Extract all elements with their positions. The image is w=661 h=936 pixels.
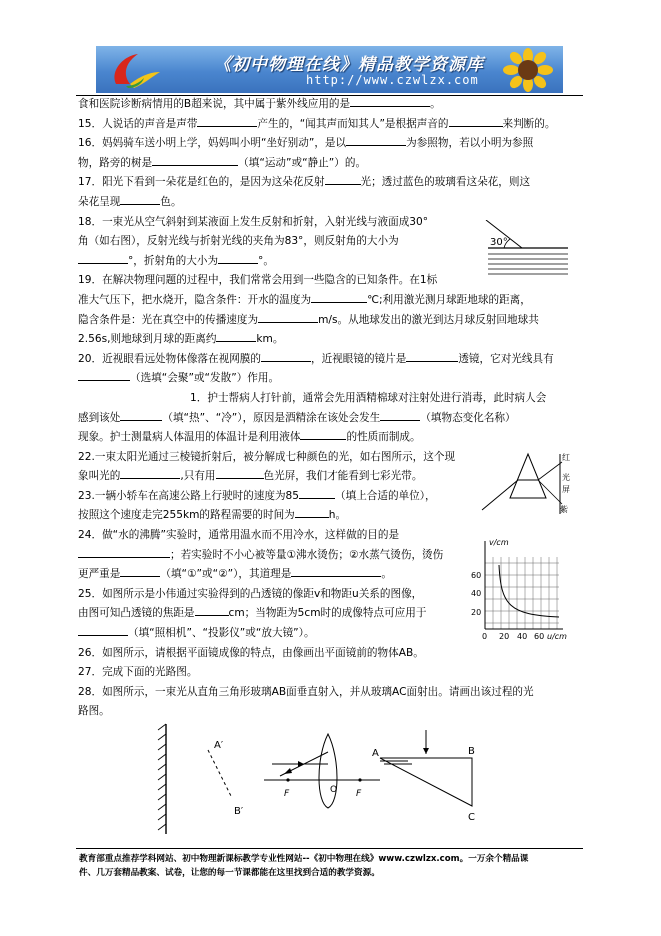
question-21: 1．护士帮病人打针前，通常会先用酒精棉球对注射处进行消毒，此时病人会 [190,391,547,404]
question-content: 食和医院诊断病情用的B超来说，其中属于紫外线应用的是 。 15．人说话的声音是声带 产生的，“闻其声而知其人”是根据声音的 来判断的。 16．妈妈骑车送小明上学，妈妈叫小明“坐好别动”，是以 为参照物，若以小明为参照 物，路旁的树是 （填“运动”或“静止”）的。 17．阳光下看到一朵花是红色的，是因为这朵花反射 光；透过蓝色的玻璃看这朵花，则这 朵花呈现 色。 18．一束光从空气斜射到某液面上发生反射和折射，入射光线与液面成30° 角（如右图），反射光线与折射光线的夹角为83°，则反射角的大小为 °，折射角的大小为 °。 19．在解决物理问题的过程中，我们常常会用到一些隐含的已知条件。在1标 准大气压下，把水烧开，隐含条件：开水的温度为 ℃;利用激光测月球距地球的距离， 隐含条件是：光在真空中的传播速度为 m/s。从地球发出的激光到达月球反射回地球共 2.56s,则地球到月球的距离约 km。 20．近视眼看远处物体像落在视网膜的 ，近视眼镜的镜片是 透镜，它对光线具有 （选填“会聚”或“发散”）作用。 1．护士帮病人打针前，通常会先用酒精棉球对注射处进行消毒，此时病人会 感到该处 （填“热”、“冷”），原因是酒精涂在该处会发生 （填物态变化名称） 现象。护士测量病人体温用的体温计是利用液体 的性质而制成。 22.一束太阳光通过三棱镜折射后，被分解成七种颜色的光，如右图所示，这个现 象叫光的 ,只有用 色光屏，我们才能看到七彩光带。 23.一辆小轿车在高速公路上行驶时的速度为85 （填上合适的单位）， 按照这个速度走完255km的路程需要的时间为 h。 24．做“水的沸腾”实验时，通常用温水而不用冷水，这样做的目的是 ；若实验时不小心被等量①沸水烫伤；②水蒸气烫伤，烫伤 更严重是 （填“①”或“②”），其道理是 。 25．如图所示是小伟通过实验得到的凸透镜的像距v和物距u关系的图像， 由图可知凸透镜的焦距是 cm；当物距为5cm时的成像特点可应用于 （填“照相机”、“投影仪”或“放大镜”）。 26．如图所示，请根据平面镜成像的特点，由像画出平面镜前的物体AB。 27．完成下面的光路图。 28．如图所示，一束光从直角三角形玻璃AB面垂直射入，并从玻璃AC面射出。请画出该过程的光 路图。 [78,95,583,722]
sunflower-icon [499,48,557,92]
graph-xtick-0: 0 [482,632,488,641]
graph-xtick-40: 40 [517,632,528,641]
graph-ytick-40: 40 [471,589,482,598]
mirror-label-b-prime: B′ [234,806,244,817]
question-17: 17．阳光下看到一朵花是红色的，是因为这朵花反射 光；透过蓝色的玻璃看这朵花，则这 [78,173,583,193]
question-22: 22.一束太阳光通过三棱镜折射后，被分解成七种颜色的光，如右图所示，这个现 [78,450,456,463]
graph-xtick-60: 60 [534,632,545,641]
convex-lens-figure [262,730,382,810]
triangle-label-a: A [372,748,379,759]
prism-label-violet: 紫 [560,505,568,514]
prism-label-light: 光 [562,473,570,482]
question-19: 19．在解决物理问题的过程中，我们常常会用到一些隐含的已知条件。在1标 [78,274,438,287]
graph-xtick-20: 20 [499,632,510,641]
site-logo [104,50,166,90]
graph-ytick-60: 60 [471,571,482,580]
triangle-glass-figure [368,728,488,824]
graph-ytick-20: 20 [471,608,482,617]
lens-label-f-left: F [284,789,290,799]
question-18: 18．一束光从空气斜射到某液面上发生反射和折射，入射光线与液面成30° [78,215,429,228]
header-title: 《初中物理在线》精品教学资源库 [214,55,484,75]
graph-ylabel: v/cm [489,538,509,547]
image-distance-graph [463,535,567,643]
question-16: 16．妈妈骑车送小明上学，妈妈叫小明“坐好别动”，是以 为参照物，若以小明为参照 [78,134,583,154]
question-27: 27．完成下面的光路图。 [78,666,198,679]
angle-label: 30° [490,237,508,248]
question-15: 15．人说话的声音是声带 产生的，“闻其声而知其人”是根据声音的 来判断的。 [78,115,583,135]
header-url[interactable]: http://www.czwlzx.com [306,73,479,87]
question-28: 28．如图所示，一束光从直角三角形玻璃AB面垂直射入，并从玻璃AC面射出。请画出该过程的光 [78,685,534,698]
footer-line-2: 件、几万套精品教案、试卷，让您的每一节课都能在这里找到合适的教学资源。 [79,868,380,878]
question-25: 25．如图所示是小伟通过实验得到的凸透镜的像距v和物距u关系的图像， [78,587,423,600]
q14-continued: 食和医院诊断病情用的B超来说，其中属于紫外线应用的是 。 [78,95,583,115]
footer-rule [76,848,583,849]
prism-figure [480,448,570,520]
prism-label-red: 红 [562,453,570,462]
triangle-label-b: B [468,746,475,757]
question-23: 23.一辆小轿车在高速公路上行驶时的速度为85 （填上合适的单位）， [78,487,583,507]
prism-label-screen: 屏 [562,485,570,494]
triangle-label-c: C [468,812,475,823]
header-banner [96,46,563,93]
lens-label-o: O [330,785,338,795]
question-20: 20．近视眼看远处物体像落在视网膜的 ，近视眼镜的镜片是 透镜，它对光线具有 [78,350,583,370]
mirror-label-a-prime: A′ [214,740,224,751]
footer-line-1: 教育部重点推荐学科网站、初中物理新课标教学专业性网站--《初中物理在线》www.czwlzx.com。一万余个精品课 [79,854,529,864]
question-24: 24．做“水的沸腾”实验时，通常用温水而不用冷水，这样做的目的是 [78,529,400,542]
liquid-surface-figure [482,220,570,282]
graph-xlabel: u/cm [547,632,567,641]
page-footer [79,852,584,880]
lens-label-f-right: F [356,789,362,799]
question-26: 26．如图所示，请根据平面镜成像的特点，由像画出平面镜前的物体AB。 [78,646,424,659]
plane-mirror-figure [156,722,246,836]
